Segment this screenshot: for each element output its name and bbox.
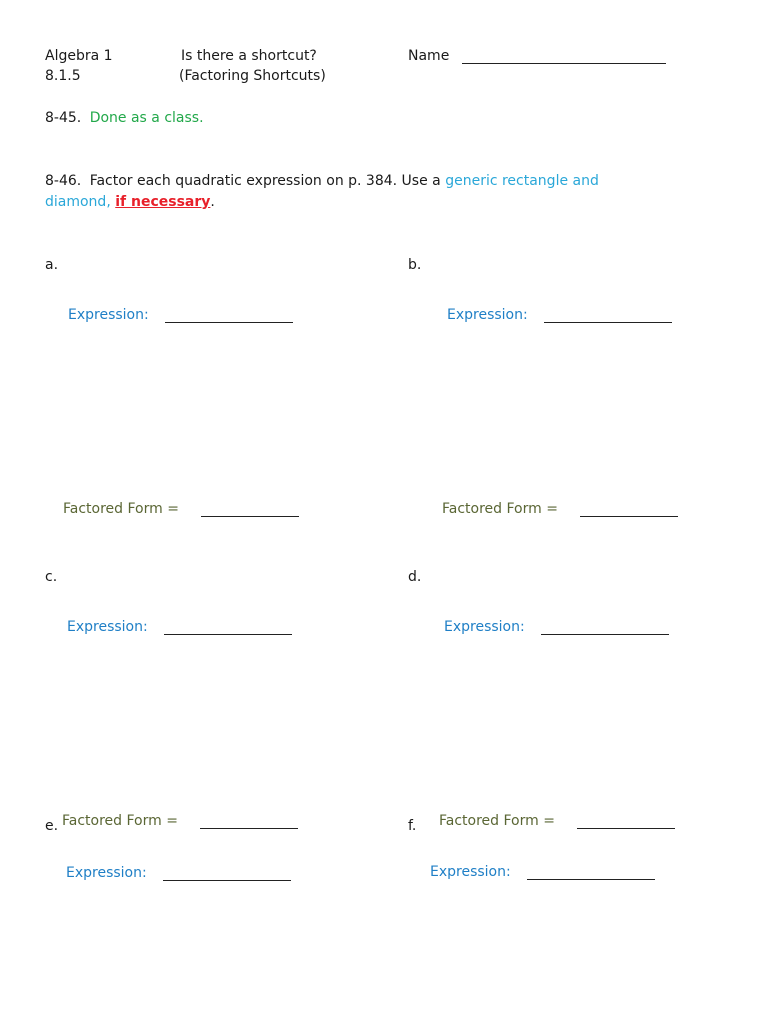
part-a-label: a. <box>45 257 59 273</box>
part-d-label: d. <box>408 569 422 585</box>
problem-45-number: 8-45. <box>45 110 82 126</box>
lesson-number: 8.1.5 <box>45 68 81 84</box>
part-f-label: f. <box>408 818 417 834</box>
part-b-expression-label: Expression: <box>447 307 528 323</box>
part-e-label: e. <box>45 818 59 834</box>
part-d-factored-blank[interactable] <box>577 828 675 829</box>
part-c-factored-label: Factored Form = <box>62 813 178 829</box>
page-subtitle: (Factoring Shortcuts) <box>179 68 326 84</box>
course-label: Algebra 1 <box>45 48 113 64</box>
problem-46-text: Factor each quadratic expression on p. 384. Use a <box>89 173 441 189</box>
problem-45 <box>45 109 204 127</box>
part-e-expression-blank[interactable] <box>163 880 291 881</box>
name-label: Name <box>408 48 450 64</box>
part-e-expression-label: Expression: <box>66 865 147 881</box>
part-c-expression-label: Expression: <box>67 619 148 635</box>
part-a-factored-label: Factored Form = <box>63 501 179 517</box>
part-a-factored-blank[interactable] <box>201 516 299 517</box>
part-a-expression-label: Expression: <box>68 307 149 323</box>
part-f-expression-label: Expression: <box>430 864 511 880</box>
part-b-expression-blank[interactable] <box>544 322 672 323</box>
part-d-factored-label: Factored Form = <box>439 813 555 829</box>
part-d-expression-blank[interactable] <box>541 634 669 635</box>
part-f-expression-blank[interactable] <box>527 879 655 880</box>
part-b-label: b. <box>408 257 422 273</box>
problem-46-line2 <box>45 193 215 211</box>
problem-45-note: Done as a class. <box>89 110 204 126</box>
problem-46-line1 <box>45 172 599 190</box>
page-title: Is there a shortcut? <box>181 48 317 64</box>
problem-46-end: . <box>210 194 215 210</box>
problem-46-number: 8-46. <box>45 173 82 189</box>
problem-46-emphasis: if necessary <box>115 194 211 210</box>
part-b-factored-blank[interactable] <box>580 516 678 517</box>
part-c-expression-blank[interactable] <box>164 634 292 635</box>
name-blank[interactable] <box>462 63 666 64</box>
part-a-expression-blank[interactable] <box>165 322 293 323</box>
problem-46-highlight-2: diamond, <box>45 194 111 210</box>
part-c-label: c. <box>45 569 58 585</box>
part-c-factored-blank[interactable] <box>200 828 298 829</box>
problem-46-highlight-1: generic rectangle and <box>445 173 599 189</box>
part-d-expression-label: Expression: <box>444 619 525 635</box>
part-b-factored-label: Factored Form = <box>442 501 558 517</box>
